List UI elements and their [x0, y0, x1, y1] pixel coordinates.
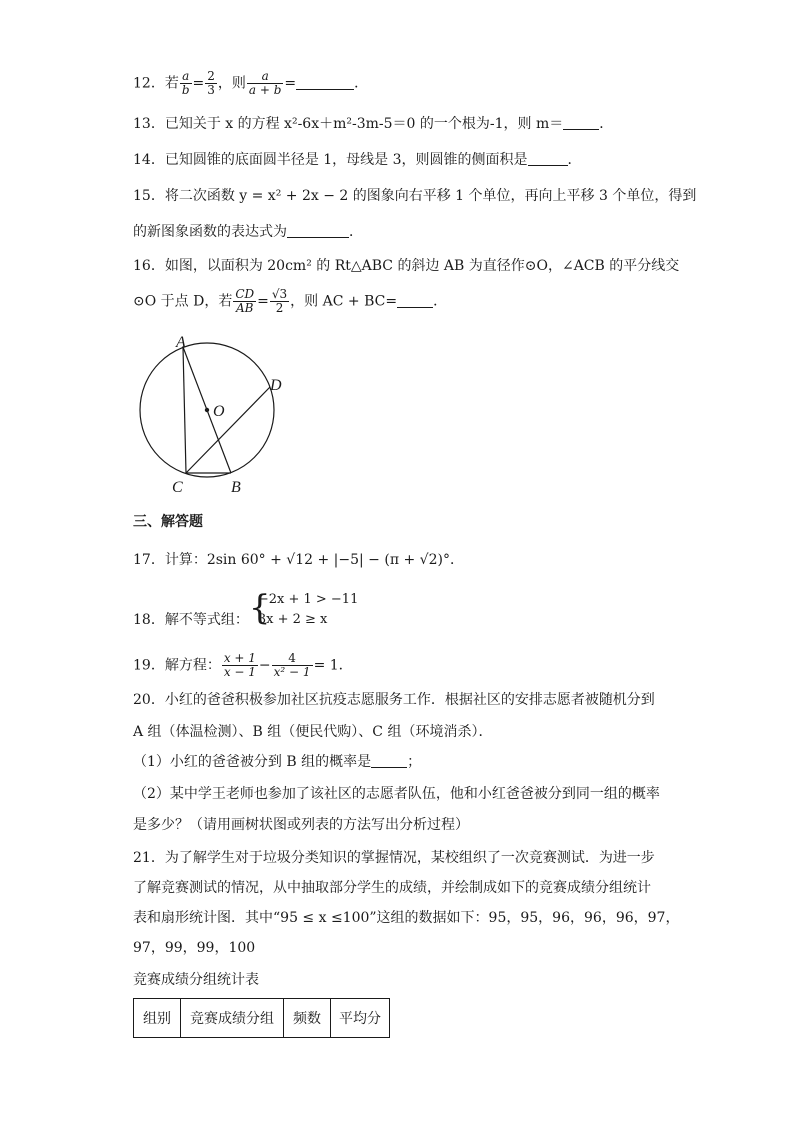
q18-inequality-system: [249, 590, 359, 630]
q15-end: ．: [349, 224, 363, 240]
q19-fraction-1: [222, 652, 258, 679]
q21-line4: 97，99，99，100: [133, 940, 256, 956]
q16-fraction-cd-ab: [233, 288, 256, 315]
q19-minus: −: [258, 657, 271, 674]
q12-end: ．: [354, 75, 369, 92]
q16-r-den: 2: [275, 301, 284, 315]
q19-f2-den: x² − 1: [273, 665, 311, 679]
q12-suffix: =: [284, 75, 297, 92]
q20-p2b: 是多少？（请用画树状图或列表的方法写出分析过程）: [133, 817, 469, 833]
segment-cd: [186, 387, 270, 473]
section-3-heading: 三、解答题: [133, 514, 203, 530]
q12-fraction-3: [247, 70, 284, 97]
label-a: A: [176, 334, 186, 351]
question-20-line-2: [133, 722, 492, 742]
q16-r-num: √3: [271, 287, 288, 301]
q13-answer-blank[interactable]: [563, 115, 599, 130]
table-header-cell: 竞赛成绩分组: [181, 999, 284, 1038]
q20-p1-end: ；: [407, 754, 422, 770]
q21-line1: 21．为了解学生对于垃圾分类知识的掌握情况，某校组织了一次竞赛测试．为进一步: [133, 850, 655, 866]
q20-p1: （1）小红的爸爸被分到 B 组的概率是: [133, 754, 372, 770]
q19-f1-den: x − 1: [223, 665, 256, 679]
question-21-line-1: [133, 848, 655, 868]
question-21-line-2: [133, 878, 651, 898]
table-header-cell: 组别: [134, 999, 181, 1038]
q19-f1-num: x + 1: [223, 651, 256, 665]
q19-f2-num: 4: [272, 652, 313, 666]
q21-table-title: 竞赛成绩分组统计表: [133, 972, 259, 988]
q19-fraction-2: [272, 652, 313, 679]
q14-answer-blank[interactable]: [528, 151, 568, 166]
q16-eq: =: [257, 293, 269, 310]
score-group-table: [133, 998, 390, 1038]
question-20-part-2a: [133, 784, 660, 804]
q17-text: 17．计算：2sin 60° + √12 + |−5| − (π + √2)°．: [133, 552, 464, 568]
q20-line2: A 组（体温检测）、B 组（便民代购）、C 组（环境消杀）．: [133, 724, 493, 740]
q12-prefix: 12．若: [133, 75, 179, 92]
q12-f2-den: 3: [207, 83, 215, 97]
q20-answer-blank[interactable]: [371, 753, 407, 768]
question-21-line-4: [133, 938, 255, 958]
q12-fraction-1: [180, 70, 192, 97]
q12-f1-den: b: [181, 83, 190, 97]
label-o: O: [213, 403, 225, 420]
q15-line1: 15．将二次函数 y = x² + 2x − 2 的图象向右平移 1 个单位，再向上平移 3 个单位，得到: [133, 188, 697, 204]
question-16-line-2: [133, 288, 447, 315]
q15-answer-blank[interactable]: [287, 223, 349, 238]
q16-f-den: AB: [236, 301, 254, 315]
question-13: [133, 114, 613, 134]
question-14: [133, 150, 582, 170]
brace-icon: {: [248, 588, 271, 628]
label-c: C: [172, 479, 183, 496]
q12-answer-blank[interactable]: [296, 75, 354, 90]
table-title: [133, 970, 259, 990]
q18-row1: −2x + 1 > −11: [257, 592, 359, 607]
question-20-part-1: [133, 752, 421, 772]
q12-f3-num: a: [247, 70, 284, 84]
q18-prefix: 18．解不等式组：: [133, 612, 249, 628]
q16-answer-blank[interactable]: [397, 293, 433, 308]
q20-line1: 20．小红的爸爸积极参加社区抗疫志愿服务工作．根据社区的安排志愿者被随机分到: [133, 692, 655, 708]
question-19: [133, 652, 353, 679]
table-header-cell: 平均分: [331, 999, 390, 1038]
q16-line2-mid: ，则 AC + BC=: [290, 293, 398, 310]
question-12: [133, 70, 368, 97]
question-20-part-2b: [133, 815, 469, 835]
q13-text: 13．已知关于 x 的方程 x²-6x＋m²-3m-5＝0 的一个根为-1，则 m＝: [133, 116, 564, 132]
q16-line1: 16．如图，以面积为 20cm² 的 Rt△ABC 的斜边 AB 为直径作⊙O，∠ACB 的平分线交: [133, 258, 680, 274]
center-point: [205, 408, 209, 412]
q12-f1-num: a: [180, 70, 192, 84]
q12-fraction-2: [205, 70, 217, 97]
q16-f-num: CD: [235, 287, 255, 301]
question-21-line-3: [133, 908, 679, 928]
q14-end: ．: [567, 152, 582, 168]
q16-end: ．: [433, 293, 448, 310]
table-header-row: [134, 999, 390, 1038]
question-20-line-1: [133, 690, 655, 710]
q16-line2-prefix: ⊙O 于点 D，若: [133, 293, 233, 310]
q19-suffix: = 1．: [313, 657, 353, 674]
q20-p2a: （2）某中学王老师也参加了该社区的志愿者队伍，他和小红爸爸被分到同一组的概率: [133, 786, 660, 802]
q12-eq: =: [192, 75, 205, 92]
q16-fraction-root3: [270, 288, 289, 315]
q13-end: ．: [599, 116, 614, 132]
q21-line3: 表和扇形统计图．其中“95 ≤ x ≤100”这组的数据如下：95，95，96，96，96，97，: [133, 910, 680, 926]
circle-figure: [130, 330, 300, 500]
q15-line2: 的新图象函数的表达式为: [133, 224, 287, 240]
segment-ac: [183, 347, 186, 473]
table-header-cell: 频数: [284, 999, 331, 1038]
q18-row2: 3x + 2 ≥ x: [257, 612, 328, 627]
question-18: [133, 588, 359, 640]
question-15-line-2: [133, 222, 363, 242]
q14-text: 14．已知圆锥的底面圆半径是 1，母线是 3，则圆锥的侧面积是: [133, 152, 528, 168]
q21-line2: 了解竞赛测试的情况，从中抽取部分学生的成绩，并绘制成如下的竞赛成绩分组统计: [133, 880, 651, 896]
label-d: D: [270, 377, 282, 394]
q12-mid: ，则: [217, 75, 246, 92]
question-16-line-1: [133, 256, 679, 276]
question-17: [133, 550, 464, 570]
label-b: B: [231, 479, 241, 496]
q12-f2-num: 2: [207, 69, 215, 83]
q12-f3-den: a + b: [248, 83, 282, 97]
q19-prefix: 19．解方程：: [133, 657, 221, 674]
question-15-line-1: [133, 186, 696, 206]
